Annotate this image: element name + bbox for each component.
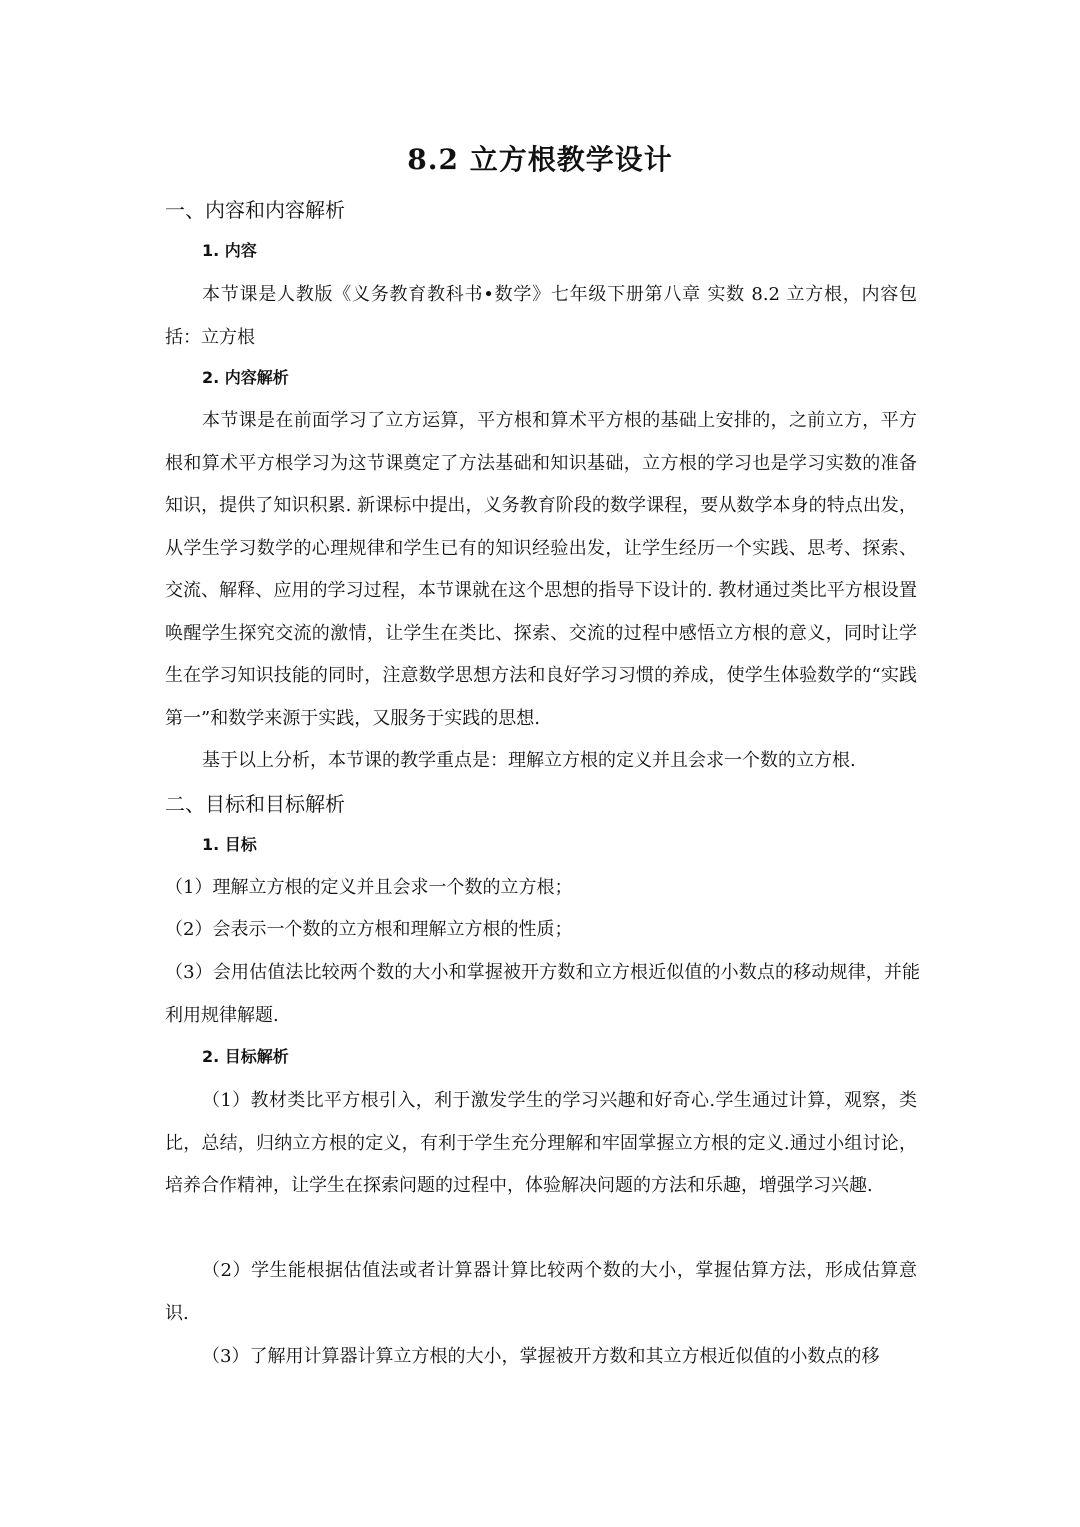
goal-item-2: （2）会表示一个数的立方根和理解立方根的性质； <box>165 919 573 940</box>
goal-analysis-paragraph-1: （1）教材类比平方根引入，利于激发学生的学习兴趣和好奇心.学生通过计算，观察，类比，总结，归纳立方根的定义，有利于学生充分理解和牢固掌握立方根的定义.通过小组讨论，培养合作精神，让学生在探索问题的过程中，体验解决问题的方法和乐趣，增强学习兴趣. <box>165 1090 917 1196</box>
goal-item-3: （3）会用估值法比较两个数的大小和掌握被开方数和立方根近似值的小数点的移动规律，并能利用规律解题. <box>165 962 920 1026</box>
document-title: 8.2 立方根教学设计 <box>407 143 673 176</box>
subheading-content: 1. 内容 <box>202 241 257 260</box>
section-heading-goals: 二、目标和目标解析 <box>165 792 345 816</box>
goal-analysis-paragraph-2: （2）学生能根据估值法或者计算器计算比较两个数的大小，掌握估算方法，形成估算意识. <box>165 1260 917 1324</box>
goal-analysis-paragraph-3: （3）了解用计算器计算立方根的大小，掌握被开方数和其立方根近似值的小数点的移 <box>202 1346 880 1367</box>
content-paragraph: 本节课是人教版《义务教育教科书•数学》七年级下册第八章 实数 8.2 立方根，内容包括：立方根 <box>165 284 917 348</box>
subheading-content-analysis: 2. 内容解析 <box>202 368 289 387</box>
section-heading-content: 一、内容和内容解析 <box>165 198 345 222</box>
subheading-goal-analysis: 2. 目标解析 <box>202 1047 289 1066</box>
content-analysis-paragraph: 本节课是在前面学习了立方运算，平方根和算术平方根的基础上安排的，之前立方，平方根和算术平方根学习为这节课奠定了方法基础和知识基础，立方根的学习也是学习实数的准备知识，提供了知识积累. 新课标中提出，义务教育阶段的数学课程，要从数学本身的特点出发，从学生学习数学的心理规律和学生已有的知识经验出发，让学生经历一个实践、思考、探索、交流、解释、应用的学习过程，本节课就在这个思想的指导下设计的. 教材通过类比平方根设置唤醒学生探究交流的激情，让学生在类比、探索、交流的过程中感悟立方根的意义，同时让学生在学习知识技能的同时，注意数学思想方法和良好学习习惯的养成，使学生体验数学的“实践第一”和数学来源于实践，又服务于实践的思想. <box>165 410 917 729</box>
subheading-goals: 1. 目标 <box>202 835 257 854</box>
goal-item-1: （1）理解立方根的定义并且会求一个数的立方根； <box>165 877 573 898</box>
teaching-focus-paragraph: 基于以上分析，本节课的教学重点是：理解立方根的定义并且会求一个数的立方根. <box>202 750 856 771</box>
